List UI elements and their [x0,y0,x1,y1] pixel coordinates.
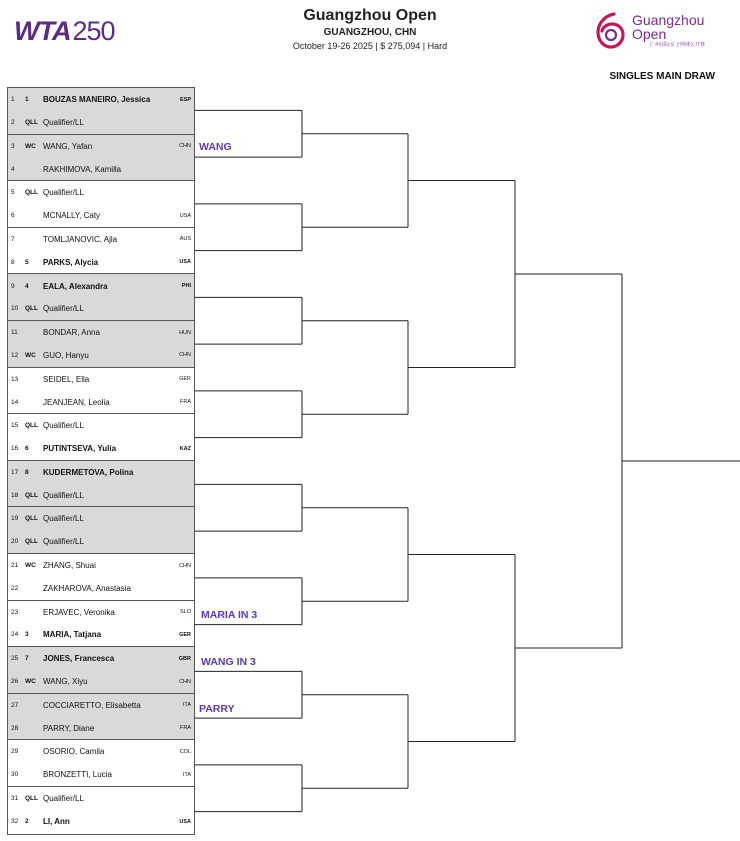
result-match-2: WANG [199,141,232,153]
wta-logo: WTA250 [14,16,115,46]
entry-number: 13 [11,375,19,383]
wta-tier: 250 [72,16,115,46]
tournament-details: October 19-26 2025 | $ 275,094 | Hard [292,41,448,51]
entry-number: 16 [11,445,19,453]
tournament-title: Guangzhou Open [303,7,437,24]
player-nationality: FRA [180,725,191,732]
player-name: BOUZAS MANEIRO, Jessica [43,95,151,105]
player-nationality: CHN [179,143,191,150]
player-nationality: SLO [179,609,191,616]
player-nationality: USA [179,818,191,825]
player-name: GUO, Hanyu [43,350,89,360]
entry-number: 30 [11,771,19,779]
player-name: Qualifier/LL [43,117,84,127]
entry-number: 17 [11,468,19,476]
entry-number: 24 [11,631,19,639]
player-nationality: ESP [179,96,191,103]
entry-status: 5 [25,258,29,266]
entry-status: QLL [25,491,38,499]
entry-number: 31 [11,795,19,803]
player-nationality: ITA [182,771,191,778]
entry-status: 2 [25,818,29,826]
entry-status: QLL [25,118,38,126]
entry-status: 6 [25,445,29,453]
player-name: KUDERMETOVA, Polina [43,467,134,477]
entry-number: 28 [11,724,19,732]
player-name: COCCIARETTO, Elisabetta [43,700,141,710]
entry-number: 7 [11,235,15,243]
entry-status: WC [25,142,36,150]
entry-number: 14 [11,398,19,406]
player-name: JEANJEAN, Leolia [43,397,110,407]
entry-status: 7 [25,655,29,663]
tournament-location: GUANGZHOU, CHN [323,27,417,38]
entry-number: 18 [11,491,19,499]
player-nationality: KAZ [179,445,191,452]
entry-number: 29 [11,748,19,756]
player-nationality: CHN [179,352,191,359]
player-name: ZAKHAROVA, Anastasia [43,583,131,593]
player-name: RAKHIMOVA, Kamilla [43,164,122,174]
player-name: EALA, Alexandra [43,281,108,291]
entry-status: QLL [25,189,38,197]
player-name: ERJAVEC, Veronika [43,607,115,617]
player-name: Qualifier/LL [43,304,84,314]
player-nationality: CHN [179,562,191,569]
entry-status: WC [25,562,36,570]
player-name: WANG, Xiyu [43,677,88,687]
player-nationality: USA [179,212,191,219]
entry-status: WC [25,678,36,686]
player-name: Qualifier/LL [43,421,84,431]
player-name: BONDAR, Anna [43,328,100,338]
entry-number: 25 [11,655,19,663]
entry-status: 4 [25,282,29,290]
entry-number: 8 [11,258,15,266]
player-name: TOMLJANOVIC, Ajla [43,234,118,244]
player-name: LI, Ann [43,817,70,827]
draw-type-label: SINGLES MAIN DRAW [609,71,715,82]
entry-number: 19 [11,515,19,523]
entry-number: 12 [11,351,19,359]
player-nationality: HUN [179,329,191,336]
brand-line-1: Guangzhou [632,12,705,28]
entry-status: QLL [25,422,38,430]
entry-status: QLL [25,515,38,523]
entry-number: 2 [11,118,15,126]
brand-line-3: 广州国际女子网球公开赛 [650,42,706,48]
player-nationality: GBR [178,655,191,662]
player-nationality: ITA [182,702,191,709]
entry-number: 23 [11,608,19,616]
entry-number: 11 [11,329,18,337]
entry-number: 3 [11,142,15,150]
player-nationality: GER [179,376,191,383]
player-nationality: AUS [179,236,191,243]
player-name: PARKS, Alycia [43,257,99,267]
entry-status: QLL [25,305,38,313]
player-name: Qualifier/LL [43,514,84,524]
result-match-14: PARRY [199,703,235,715]
entry-number: 32 [11,818,19,826]
entry-status: QLL [25,538,38,546]
entry-number: 22 [11,584,19,592]
player-name: MCNALLY, Caty [43,211,101,221]
entry-number: 4 [11,165,15,173]
player-name: Qualifier/LL [43,794,84,804]
entry-status: QLL [25,795,38,803]
entry-number: 5 [11,189,15,197]
player-name: BRONZETTI, Lucia [43,770,112,780]
player-name: Qualifier/LL [43,490,84,500]
entry-number: 26 [11,678,19,686]
entry-status: 8 [25,468,29,476]
player-name: ZHANG, Shuai [43,561,96,571]
result-match-13: WANG IN 3 [201,656,256,668]
player-name: Qualifier/LL [43,537,84,547]
player-name: WANG, Yafan [43,141,93,151]
player-nationality: FRA [180,399,191,405]
player-nationality: COL [179,748,191,755]
entry-number: 9 [11,282,15,290]
result-match-12: MARIA IN 3 [201,609,258,621]
player-name: OSORIO, Camila [43,747,105,757]
player-name: PARRY, Diane [43,723,95,733]
player-nationality: CHN [179,678,191,685]
brand-line-2: Open [632,26,667,42]
player-name: PUTINTSEVA, Yulia [43,444,117,454]
entry-status: WC [25,351,36,359]
entry-number: 27 [11,701,19,709]
entry-number: 20 [11,538,19,546]
player-name: Qualifier/LL [43,188,84,198]
entry-status: 1 [25,96,29,104]
player-name: MARIA, Tatjana [43,630,102,640]
player-nationality: PHI [181,283,191,290]
entry-number: 1 [11,96,15,104]
entry-number: 10 [11,305,19,313]
entry-status: 3 [25,631,29,639]
entry-number: 21 [11,562,19,570]
player-nationality: USA [179,259,191,266]
player-name: SEIDEL, Ella [43,374,90,384]
player-name: JONES, Francesca [43,654,115,664]
entry-number: 6 [11,212,15,220]
player-nationality: GER [179,631,191,638]
entry-number: 15 [11,422,19,430]
